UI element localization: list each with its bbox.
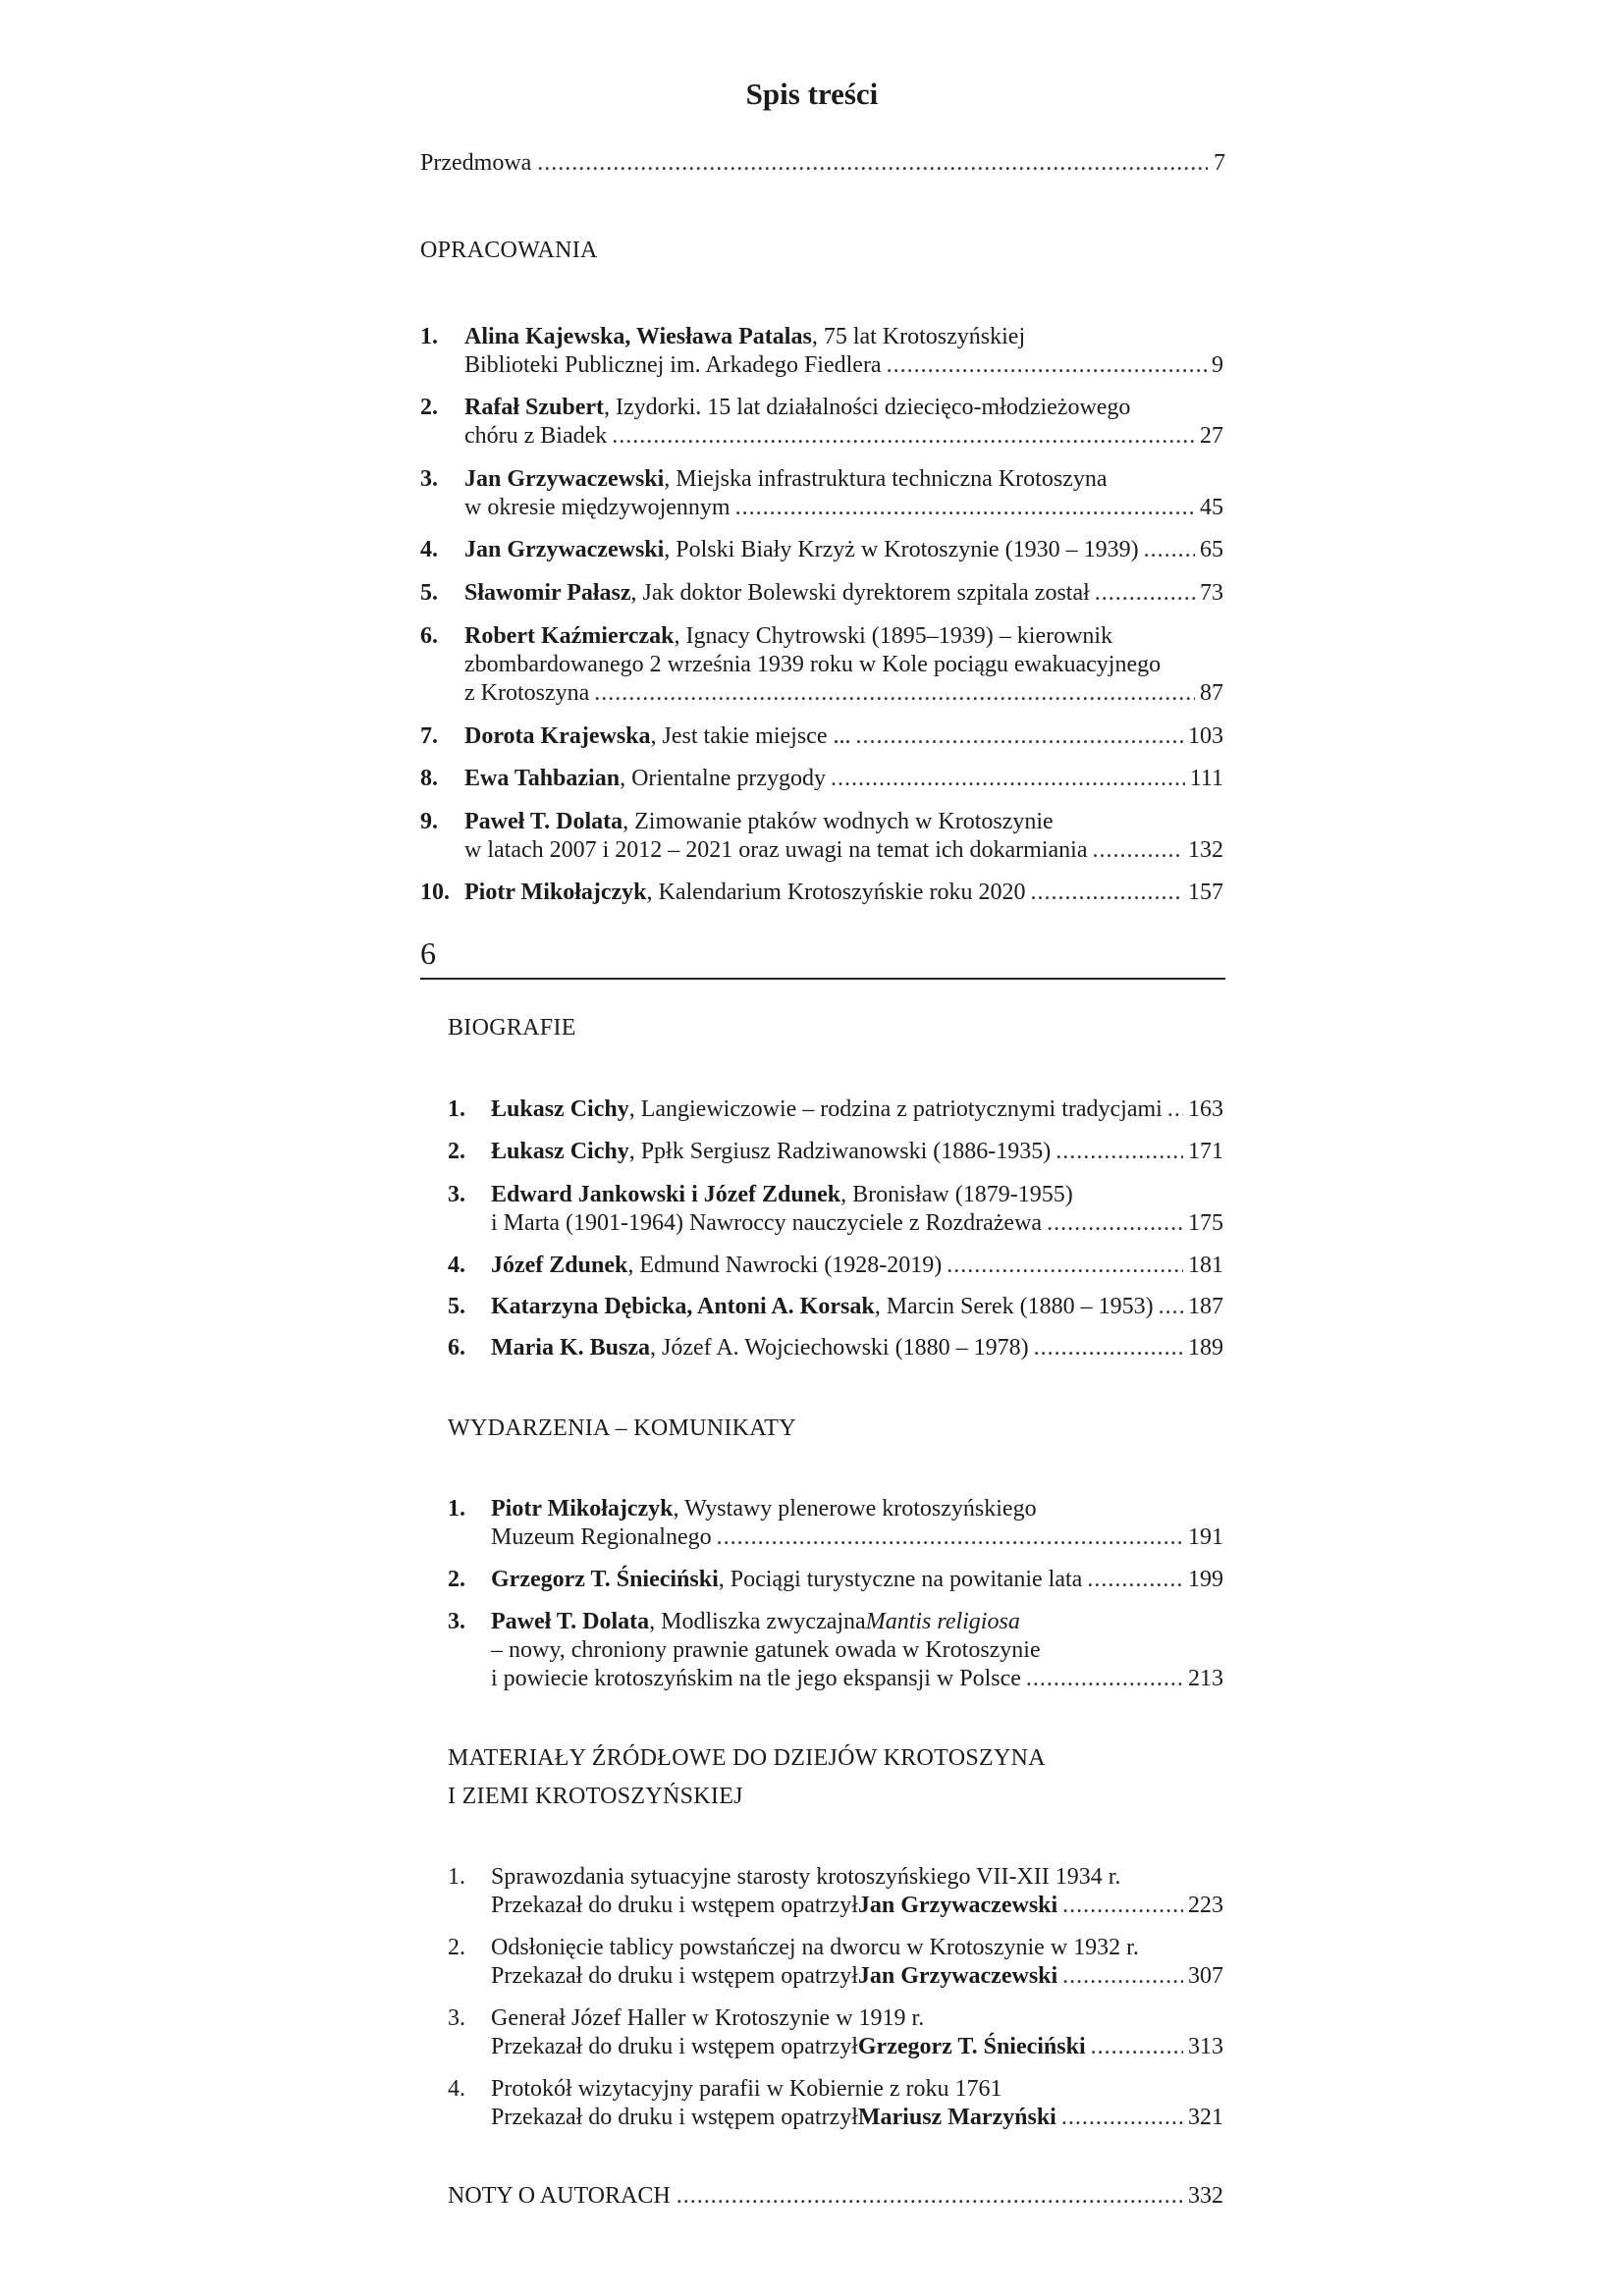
entry-number: 2. (420, 395, 438, 420)
entry-title: , Bronisław (1879-1955) (840, 1182, 1073, 1207)
leader-dots (1030, 879, 1183, 907)
section-heading-wydarzenia: WYDARZENIA – KOMUNIKATY (448, 1415, 796, 1441)
leader-dots (1047, 1209, 1183, 1238)
entry-author: Łukasz Cichy (491, 1096, 629, 1122)
entry-number: 4. (420, 537, 438, 562)
entry-number: 5. (420, 580, 438, 606)
entry-author: Alina Kajewska, Wiesława Patalas (464, 324, 812, 349)
entry-label: Przedmowa (420, 150, 532, 176)
entry-title: , Polski Biały Krzyż w Krotoszynie (1930 – 1939) (664, 537, 1139, 562)
entry-title: Muzeum Regionalnego (491, 1524, 712, 1550)
page-ref: 9 (1212, 352, 1223, 378)
entry-author: Józef Zdunek (491, 1253, 628, 1278)
entry-number: 1. (448, 1496, 465, 1522)
editor-prefix: Przekazał do druku i wstępem opatrzył (491, 2034, 858, 2059)
entry-title: w latach 2007 i 2012 – 2021 oraz uwagi na temat ich dokarmiania (464, 837, 1088, 863)
page-ref: 103 (1188, 723, 1223, 749)
entry-author: Jan Grzywaczewski (464, 537, 665, 562)
entry-title: , Langiewiczowie – rodzina z patriotycznymi tradycjami (628, 1096, 1163, 1122)
leader-dots (612, 422, 1195, 451)
page-ref: 175 (1188, 1210, 1223, 1236)
entry-number: 10. (420, 880, 450, 905)
entry-author: Katarzyna Dębicka, Antoni A. Korsak (491, 1294, 875, 1319)
entry-title: zbombardowanego 2 września 1939 roku w Kole pociągu ewakuacyjnego (464, 652, 1162, 677)
toc-entry-noty[interactable] (448, 2182, 1223, 2211)
page-ref: 191 (1188, 1524, 1223, 1550)
entry-author: Jan Grzywaczewski (464, 466, 665, 492)
editor-prefix: Przekazał do druku i wstępem opatrzył (491, 1963, 858, 1989)
entry-title: chóru z Biadek (464, 423, 608, 449)
entry-author: Robert Kaźmierczak (464, 623, 675, 649)
entry-title: , Jak doktor Bolewski dyrektorem szpitala został (630, 580, 1090, 606)
leader-dots (537, 149, 1208, 178)
entry-title: i Marta (1901-1964) Nawroccy nauczyciele z Rozdrażewa (491, 1210, 1043, 1236)
entry-number: 7. (420, 723, 438, 749)
leader-dots (1091, 2033, 1183, 2061)
leader-dots (1144, 536, 1195, 564)
page-ref: 157 (1188, 880, 1223, 905)
entry-number: 2. (448, 1139, 465, 1164)
leader-dots (1026, 1665, 1183, 1693)
page-ref: 332 (1188, 2183, 1223, 2209)
page-ref: 313 (1188, 2034, 1223, 2059)
entry-editor: Jan Grzywaczewski (857, 1963, 1058, 1989)
entry-number: 8. (420, 766, 438, 791)
entry-editor: Mariusz Marzyński (857, 2105, 1056, 2130)
entry-number: 2. (448, 1935, 465, 1960)
toc-entry-przedmowa[interactable] (420, 149, 1225, 178)
entry-title: Odsłonięcie tablicy powstańczej na dworcu w Krotoszynie w 1932 r. (491, 1935, 1139, 1960)
entry-title: , Edmund Nawrocki (1928-2019) (627, 1253, 943, 1278)
entry-title: – nowy, chroniony prawnie gatunek owada w Krotoszynie (491, 1637, 1041, 1663)
entry-title: z Krotoszyna (464, 680, 590, 706)
entry-title: , Orientalne przygody (620, 766, 827, 791)
page-ref: 321 (1188, 2105, 1223, 2130)
entry-label: NOTY O AUTORACH (448, 2183, 671, 2209)
leader-dots (1056, 1138, 1183, 1166)
entry-number: 6. (420, 623, 438, 649)
entry-title: , 75 lat Krotoszyńskiej (811, 324, 1026, 349)
page-ref: 73 (1200, 580, 1223, 606)
entry-title: , Kalendarium Krotoszyńskie roku 2020 (646, 880, 1026, 905)
entry-number: 5. (448, 1294, 465, 1319)
leader-dots (717, 1523, 1183, 1552)
section-heading-biografie: BIOGRAFIE (448, 1015, 576, 1041)
entry-title: , Wystawy plenerowe krotoszyńskiego (673, 1496, 1037, 1522)
page-ref: 189 (1188, 1335, 1223, 1361)
leader-dots (1087, 1566, 1183, 1594)
entry-number: 1. (420, 324, 438, 349)
entry-title: w okresie międzywojennym (464, 495, 731, 520)
leader-dots (1062, 1962, 1183, 1991)
entry-title: , Ppłk Sergiusz Radziwanowski (1886-1935) (628, 1139, 1052, 1164)
page-divider (420, 978, 1225, 980)
page-ref: 65 (1200, 537, 1223, 562)
entry-author: Paweł T. Dolata (464, 809, 623, 834)
editor-prefix: Przekazał do druku i wstępem opatrzył (491, 2105, 858, 2130)
entry-title: , Zimowanie ptaków wodnych w Krotoszynie (623, 809, 1054, 834)
page-title: Spis treści (745, 77, 879, 111)
leader-dots (1167, 1095, 1183, 1124)
entry-author: Edward Jankowski i Józef Zdunek (491, 1182, 841, 1207)
page-ref: 307 (1188, 1963, 1223, 1989)
leader-dots (1061, 2104, 1183, 2132)
entry-author: Rafał Szubert (464, 395, 604, 420)
entry-title: Generał Józef Haller w Krotoszynie w 1919 r. (491, 2005, 925, 2031)
species-name: Mantis religiosa (865, 1609, 1020, 1634)
page-ref: 111 (1189, 766, 1223, 791)
leader-dots (1034, 1334, 1183, 1362)
entry-title: , Jest takie miejsce ... (650, 723, 851, 749)
section-heading-materialy: MATERIAŁY ŹRÓDŁOWE DO DZIEJÓW KROTOSZYNA (448, 1745, 1046, 1771)
leader-dots (735, 494, 1195, 522)
entry-editor: Jan Grzywaczewski (857, 1893, 1058, 1918)
leader-dots (1095, 579, 1195, 608)
entry-number: 1. (448, 1096, 465, 1122)
leader-dots (831, 765, 1185, 793)
page-ref: 132 (1188, 837, 1223, 863)
entry-title: Biblioteki Publicznej im. Arkadego Fiedlera (464, 352, 882, 378)
entry-number: 4. (448, 2076, 465, 2102)
entry-author: Paweł T. Dolata (491, 1609, 650, 1634)
page-ref: 181 (1188, 1253, 1223, 1278)
page-ref: 45 (1200, 495, 1223, 520)
leader-dots (677, 2182, 1182, 2211)
entry-title: , Modliszka zwyczajna (649, 1609, 866, 1634)
page-ref: 213 (1188, 1666, 1223, 1691)
leader-dots (1092, 836, 1183, 865)
entry-author: Grzegorz T. Śnieciński (491, 1567, 719, 1592)
entry-title: , Izydorki. 15 lat działalności dziecięco-młodzieżowego (603, 395, 1131, 420)
page-number: 6 (420, 935, 436, 971)
entry-title: , Miejska infrastruktura techniczna Krotoszyna (664, 466, 1108, 492)
leader-dots (1159, 1293, 1183, 1321)
page-ref: 199 (1188, 1567, 1223, 1592)
entry-author: Ewa Tahbazian (464, 766, 621, 791)
entry-author: Sławomir Pałasz (464, 580, 631, 606)
entry-number: 1. (448, 1864, 465, 1890)
entry-number: 3. (448, 1182, 465, 1207)
page-ref: 7 (1214, 150, 1225, 176)
entry-number: 6. (448, 1335, 465, 1361)
leader-dots (1062, 1892, 1183, 1920)
page-ref: 223 (1188, 1893, 1223, 1918)
entry-number: 3. (448, 1609, 465, 1634)
entry-number: 2. (448, 1567, 465, 1592)
entry-number: 9. (420, 809, 438, 834)
entry-number: 3. (420, 466, 438, 492)
leader-dots (887, 351, 1207, 380)
leader-dots (594, 679, 1195, 708)
entry-number: 3. (448, 2005, 465, 2031)
page-ref: 171 (1188, 1139, 1223, 1164)
page-ref: 163 (1188, 1096, 1223, 1122)
entry-title: Sprawozdania sytuacyjne starosty krotoszyńskiego VII-XII 1934 r. (491, 1864, 1121, 1890)
page-ref: 87 (1200, 680, 1223, 706)
section-heading-materialy-line2: I ZIEMI KROTOSZYŃSKIEJ (448, 1784, 743, 1809)
page-ref: 187 (1188, 1294, 1223, 1319)
entry-editor: Grzegorz T. Śnieciński (857, 2034, 1086, 2059)
section-heading-opracowania: OPRACOWANIA (420, 238, 598, 263)
entry-author: Piotr Mikołajczyk (491, 1496, 674, 1522)
entry-author: Dorota Krajewska (464, 723, 651, 749)
page-ref: 27 (1200, 423, 1223, 449)
entry-title: , Marcin Serek (1880 – 1953) (874, 1294, 1154, 1319)
entry-author: Maria K. Busza (491, 1335, 650, 1361)
entry-title: Protokół wizytacyjny parafii w Kobiernie z roku 1761 (491, 2076, 1002, 2102)
entry-author: Łukasz Cichy (491, 1139, 629, 1164)
entry-number: 4. (448, 1253, 465, 1278)
entry-author: Piotr Mikołajczyk (464, 880, 647, 905)
editor-prefix: Przekazał do druku i wstępem opatrzył (491, 1893, 858, 1918)
entry-title: , Pociągi turystyczne na powitanie lata (718, 1567, 1083, 1592)
leader-dots (947, 1252, 1183, 1280)
entry-title: , Józef A. Wojciechowski (1880 – 1978) (650, 1335, 1029, 1361)
entry-title: i powiecie krotoszyńskim na tle jego ekspansji w Polsce (491, 1666, 1021, 1691)
entry-title: , Ignacy Chytrowski (1895–1939) – kierownik (674, 623, 1113, 649)
leader-dots (855, 722, 1183, 751)
